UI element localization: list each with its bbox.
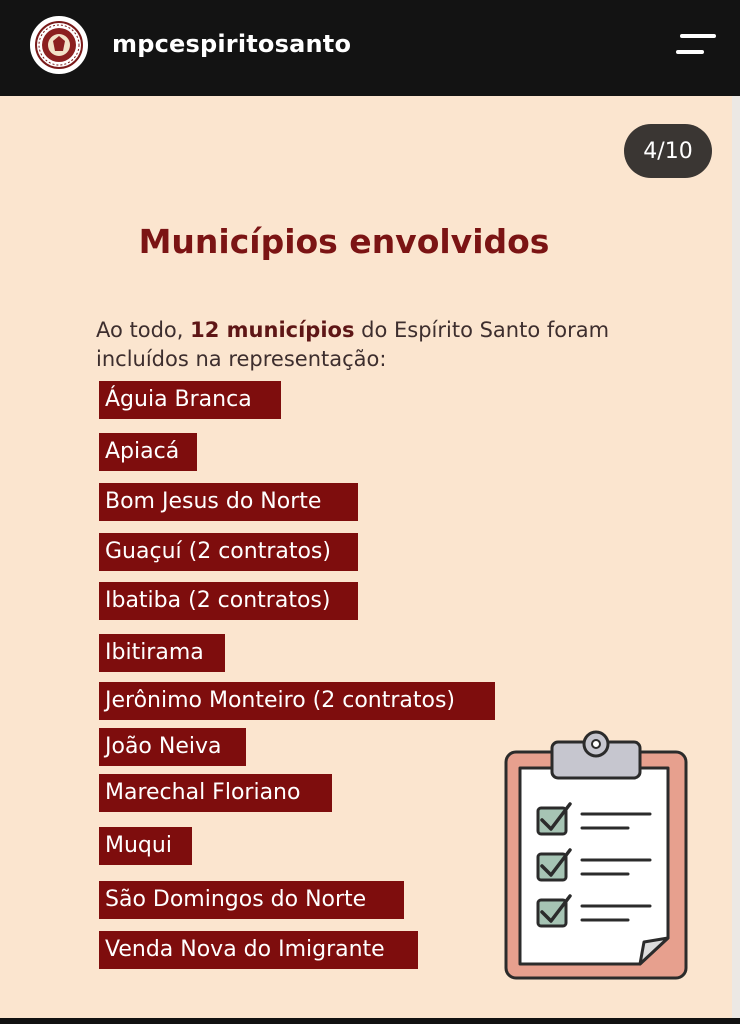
slide-counter: 4/10 xyxy=(624,124,712,178)
municipality-tag: Marechal Floriano xyxy=(99,774,332,812)
municipality-tag: João Neiva xyxy=(99,728,246,766)
intro-text-end: do Espírito Santo foram incluídos na representação: xyxy=(96,318,610,371)
scrollbar-track xyxy=(732,96,740,1018)
slide-title: Municípios envolvidos xyxy=(138,222,550,261)
municipality-tag: Jerônimo Monteiro (2 contratos) xyxy=(99,682,495,720)
municipality-tag: Ibatiba (2 contratos) xyxy=(99,582,358,620)
intro-text-start: Ao todo, xyxy=(96,318,191,342)
mp-es-seal-icon xyxy=(33,19,85,71)
municipality-tag: Guaçuí (2 contratos) xyxy=(99,533,358,571)
hamburger-menu-icon[interactable] xyxy=(676,32,718,60)
municipality-tag: São Domingos do Norte xyxy=(99,881,404,919)
municipality-tag: Muqui xyxy=(99,827,192,865)
intro-count: 12 municípios xyxy=(190,318,355,342)
profile-username[interactable]: mpcespiritosanto xyxy=(112,30,352,58)
profile-avatar[interactable] xyxy=(30,16,88,74)
app-header xyxy=(0,0,740,96)
intro-text xyxy=(96,316,616,374)
clipboard-checklist-icon xyxy=(500,726,692,982)
municipality-tag: Bom Jesus do Norte xyxy=(99,483,358,521)
bottom-edge xyxy=(0,1018,740,1024)
municipality-tag: Ibitirama xyxy=(99,634,225,672)
municipality-tag: Águia Branca xyxy=(99,381,281,419)
municipality-tag: Apiacá xyxy=(99,433,197,471)
municipality-tag: Venda Nova do Imigrante xyxy=(99,931,418,969)
